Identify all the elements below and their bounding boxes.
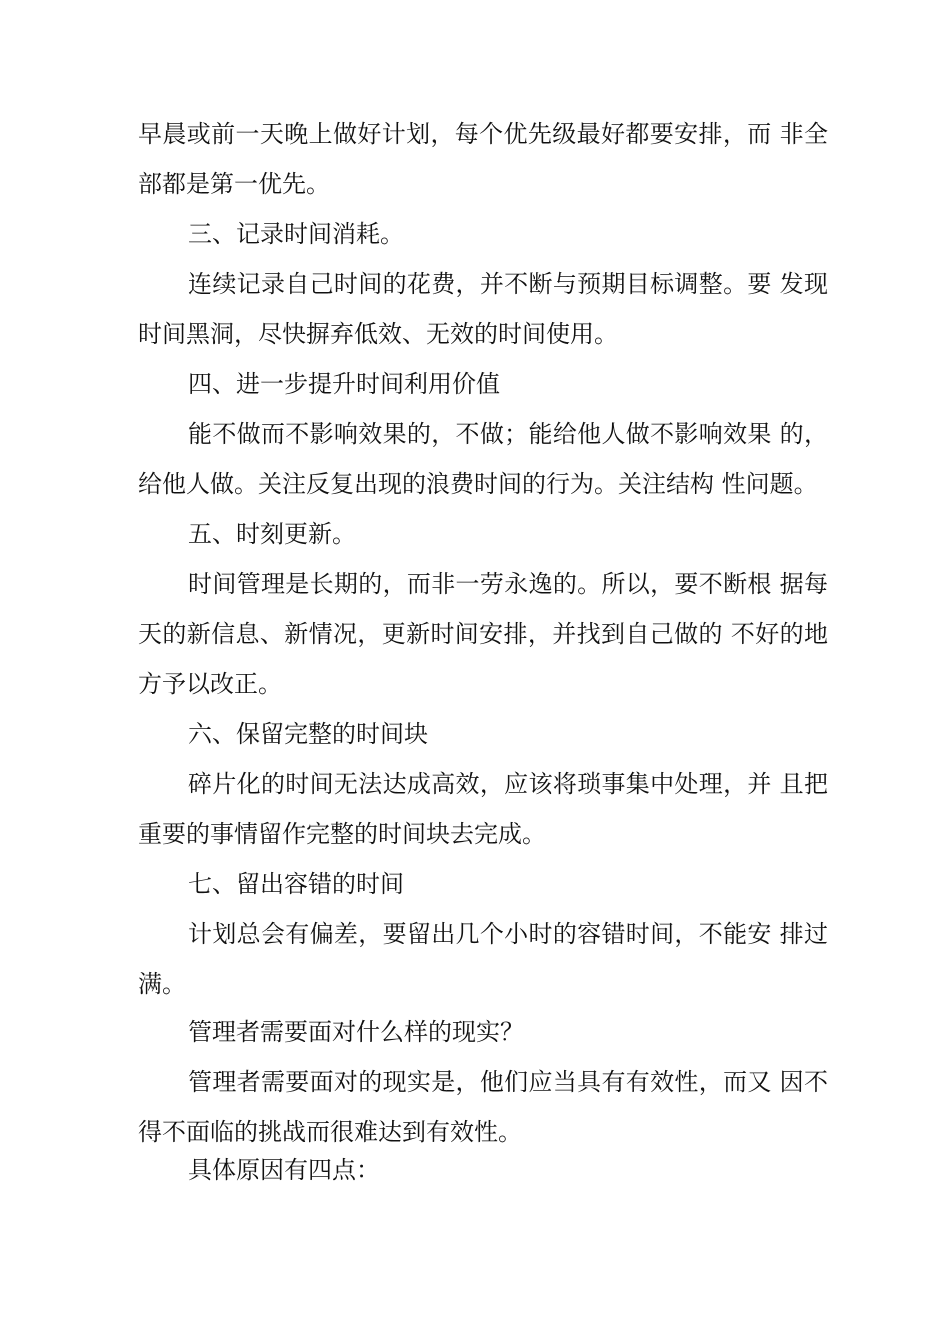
section-heading: 四、进一步提升时间利用价值 [188, 370, 500, 398]
body-text-line: 时间黑洞，尽快摒弃低效、无效的时间使用。 [138, 320, 618, 348]
body-text-line: 计划总会有偏差，要留出几个小时的容错时间，不能安 排过 [188, 920, 828, 948]
body-text-line: 碎片化的时间无法达成高效，应该将琐事集中处理，并 且把 [188, 770, 828, 798]
section-heading: 七、留出容错的时间 [188, 870, 404, 898]
body-text-line: 管理者需要面对的现实是，他们应当具有有效性，而又 因不 [188, 1068, 828, 1096]
body-text-line: 满。 [138, 970, 186, 998]
question-heading: 管理者需要面对什么样的现实？ [188, 1018, 524, 1046]
body-text-line: 具体原因有四点： [188, 1156, 380, 1184]
body-text-line: 部都是第一优先。 [138, 170, 330, 198]
body-text-line: 天的新信息、新情况，更新时间安排，并找到自己做的 不好的地 [138, 620, 828, 648]
section-heading: 三、记录时间消耗。 [188, 220, 404, 248]
body-text-line: 连续记录自己时间的花费，并不断与预期目标调整。要 发现 [188, 270, 828, 298]
body-text-line: 得不面临的挑战而很难达到有效性。 [138, 1118, 522, 1146]
section-heading: 五、时刻更新。 [188, 520, 356, 548]
body-text-line: 时间管理是长期的，而非一劳永逸的。所以，要不断根 据每 [188, 570, 828, 598]
body-text-line: 重要的事情留作完整的时间块去完成。 [138, 820, 546, 848]
body-text-line: 能不做而不影响效果的，不做；能给他人做不影响效果 的， [188, 420, 828, 448]
body-text-line: 方予以改正。 [138, 670, 282, 698]
body-text-line: 早晨或前一天晚上做好计划，每个优先级最好都要安排，而 非全 [138, 120, 828, 148]
body-text-line: 给他人做。关注反复出现的浪费时间的行为。关注结构 性问题。 [138, 470, 818, 498]
section-heading: 六、保留完整的时间块 [188, 720, 428, 748]
